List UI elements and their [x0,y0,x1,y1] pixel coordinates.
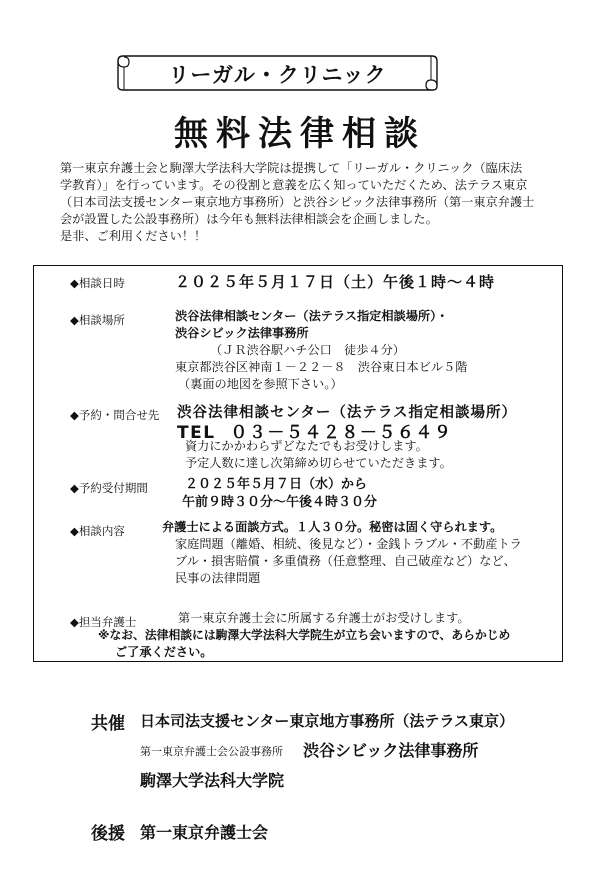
lawyer-note-1: ※なお、法律相談には駒澤大学法科大学院生が立ち会いますので、あらかじめ [98,628,511,642]
tel-number: ０３－５４２８－５６４９ [230,423,453,443]
place-line-2: 渋谷シビック法律事務所 [175,326,309,340]
reservation-label: ◆予約・問合せ先 [70,408,160,422]
reservation-note-1: 資力にかかわらずどなたでもお受けします。 [185,439,428,453]
intro-line: 学教育）」を行っています。その役割と意義を広く知っていただくため、法テラス東京 [60,178,528,192]
content-label: ◆相談内容 [70,524,125,538]
intro-line: 第一東京弁護士会と駒澤大学法科大学院は提携して「リーガル・クリニック（臨床法 [60,161,523,175]
intro-line: 是非、ご利用ください！！ [60,229,207,243]
support-org: 第一東京弁護士会 [140,823,269,842]
period-label: ◆予約受付期間 [70,481,148,495]
cohost-2-prefix: 第一東京弁護士会公設事務所 [140,745,283,758]
place-line-1: 渋谷法律相談センター（法テラス指定相談場所）・ [175,309,449,323]
intro-line: 会が設置した公設事務所）は今年も無料法律相談会を企画しました。 [60,212,438,226]
cohost-3: 駒澤大学法科大学院 [140,771,285,790]
banner-title: リーガル・クリニック [168,63,387,87]
content-line-2: 家庭問題（離婚、相続、後見など）・金銭トラブル・不動産トラ [175,537,522,551]
intro-paragraph [60,160,550,245]
place-label: ◆相談場所 [70,313,125,327]
content-line-4: 民事の法律問題 [175,571,261,585]
date-label: ◆相談日時 [70,276,125,290]
cohost-2: 渋谷シビック法律事務所 [303,741,479,760]
period-hours: 午前９時３０分～午後４時３０分 [182,495,378,510]
intro-line: （日本司法支援センター東京地方事務所）と渋谷シビック法律事務所（第一東京弁護士 [60,195,535,209]
tel-prefix: TEL [177,423,216,443]
cohost-label: 共催 [91,714,125,734]
place-address: 東京都渋谷区神南１－２２－８ 渋谷東日本ビル５階 [175,360,468,374]
lawyer-note-2: ご了承ください。 [115,645,213,659]
lawyer-label: ◆担当弁護士 [70,615,137,629]
lawyer-value: 第一東京弁護士会に所属する弁護士がお受けします。 [178,611,470,625]
reservation-center: 渋谷法律相談センター（法テラス指定相談場所） [177,405,517,421]
page-title: 無料法律相談 [174,114,426,154]
place-line-3: （ＪＲ渋谷駅ハチ公口 徒歩４分） [210,343,405,357]
place-map-note: （裏面の地図を参照下さい。） [178,377,343,391]
support-label: 後援 [91,824,125,844]
reservation-note-2: 予定人数に達し次第締め切らせていただきます。 [185,456,452,470]
banner-scroll [115,52,440,92]
period-start: ２０２５年５月７日（水）から [185,477,368,492]
content-line-1: 弁護士による面談方式。１人３０分。秘密は固く守られます。 [162,520,503,534]
content-line-3: ブル・損害賠償・多重債務（任意整理、自己破産など）など、 [175,554,516,568]
date-value: ２０２５年５月１７日（土）午後１時～４時 [175,273,496,291]
cohost-1: 日本司法支援センター東京地方事務所（法テラス東京） [140,712,514,730]
